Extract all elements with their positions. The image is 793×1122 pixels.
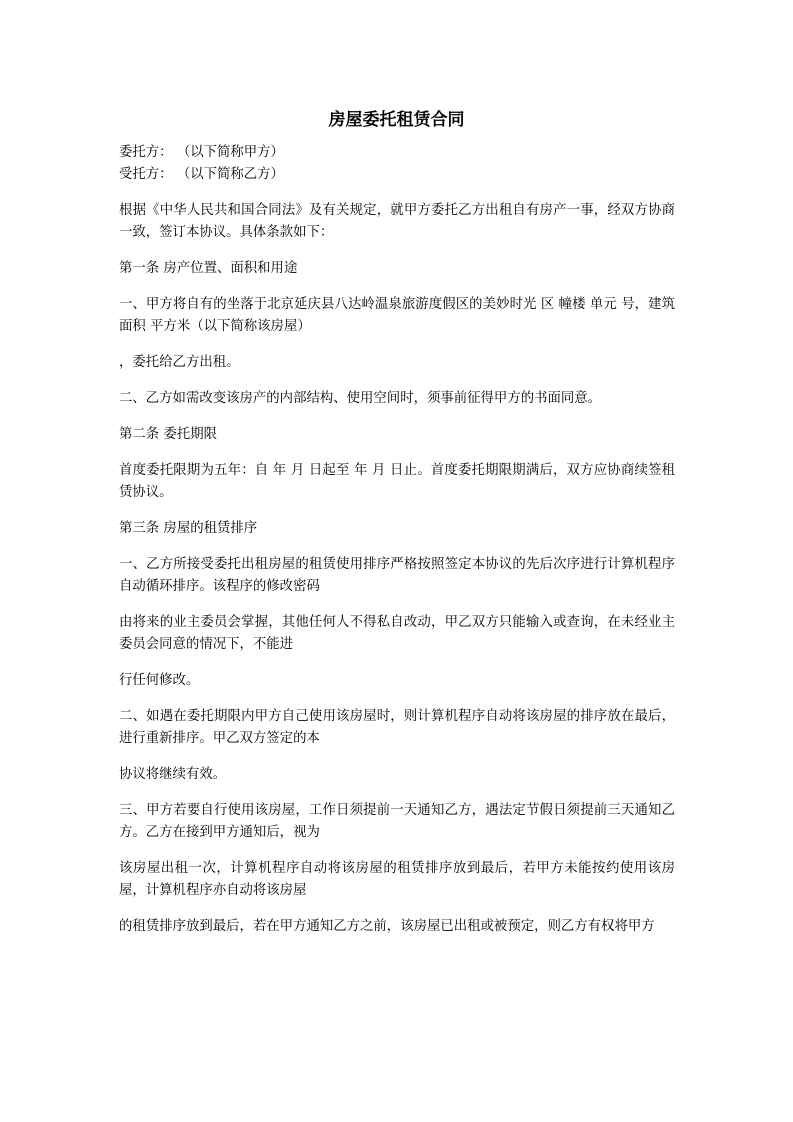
paragraph-1-1-cont: ，委托给乙方出租。 [119, 355, 240, 370]
paragraph-3-2-cont: 协议将继续有效。 [119, 767, 227, 782]
section-heading-1: 第一条 房产位置、面积和用途 [119, 261, 298, 276]
paragraph-gap [119, 504, 675, 518]
paragraph-gap [119, 244, 675, 258]
paragraph-client: 委托方： （以下简称甲方） [119, 145, 284, 160]
paragraph-1-2: 二、乙方如需改变该房产的内部结构、使用空间时，须事前征得甲方的书面同意。 [119, 391, 602, 406]
paragraph-gap [119, 656, 675, 670]
paragraph-gap [119, 540, 675, 554]
paragraph-3-1-end: 行任何修改。 [119, 673, 200, 688]
paragraph-3-3: 三、甲方若要自行使用该房屋，工作日须提前一天通知乙方，遇法定节假日须提前三天通知乙方。乙方在接到甲方通知后，视为 [119, 803, 675, 840]
paragraph-gap [119, 374, 675, 388]
document-body [119, 142, 675, 938]
paragraph-3-1-cont: 由将来的业主委员会掌握，其他任何人不得私自改动，甲乙双方只能输入或查询，在未经业主委员会同意的情况下，不能进 [119, 615, 675, 652]
section-heading-2: 第二条 委托期限 [119, 427, 217, 442]
paragraph-gap [119, 598, 675, 612]
paragraph-gap [119, 186, 675, 200]
paragraph-gap [119, 410, 675, 424]
paragraph-3-3-cont2: 的租赁排序放到最后，若在甲方通知乙方之前，该房屋已出租或被预定，则乙方有权将甲方 [119, 919, 655, 934]
paragraph-3-3-cont: 该房屋出租一次，计算机程序自动将该房屋的租赁排序放到最后，若甲方未能按约使用该房屋，计算机程序亦自动将该房屋 [119, 861, 675, 898]
paragraph-gap [119, 902, 675, 916]
paragraph-gap [119, 338, 675, 352]
paragraph-gap [119, 446, 675, 460]
paragraph-2-1: 首度委托限期为五年：自 年 月 日起至 年 月 日止。首度委托期限期满后，双方应协商续签租赁协议。 [119, 463, 675, 500]
paragraph-gap [119, 750, 675, 764]
paragraph-preamble: 根据《中华人民共和国合同法》及有关规定，就甲方委托乙方出租自有房产一事，经双方协商一致，签订本协议。具体条款如下： [119, 203, 675, 240]
paragraph-gap [119, 692, 675, 706]
paragraph-3-2: 二、如遇在委托期限内甲方自己使用该房屋时，则计算机程序自动将该房屋的排序放在最后，进行重新排序。甲乙双方签定的本 [119, 709, 675, 746]
paragraph-trustee: 受托方： （以下简称乙方） [119, 167, 284, 182]
section-heading-3: 第三条 房屋的租赁排序 [119, 521, 258, 536]
document-title: 房屋委托租赁合同 [328, 110, 465, 130]
paragraph-1-1: 一、甲方将自有的坐落于北京延庆县八达岭温泉旅游度假区的美妙时光 区 幢楼 单元 号，建筑面积 平方米（以下简称该房屋） [119, 297, 675, 334]
paragraph-gap [119, 844, 675, 858]
paragraph-3-1: 一、乙方所接受委托出租房屋的租赁使用排序严格按照签定本协议的先后次序进行计算机程序自动循环排序。该程序的修改密码 [119, 557, 675, 594]
paragraph-gap [119, 786, 675, 800]
paragraph-gap [119, 280, 675, 294]
